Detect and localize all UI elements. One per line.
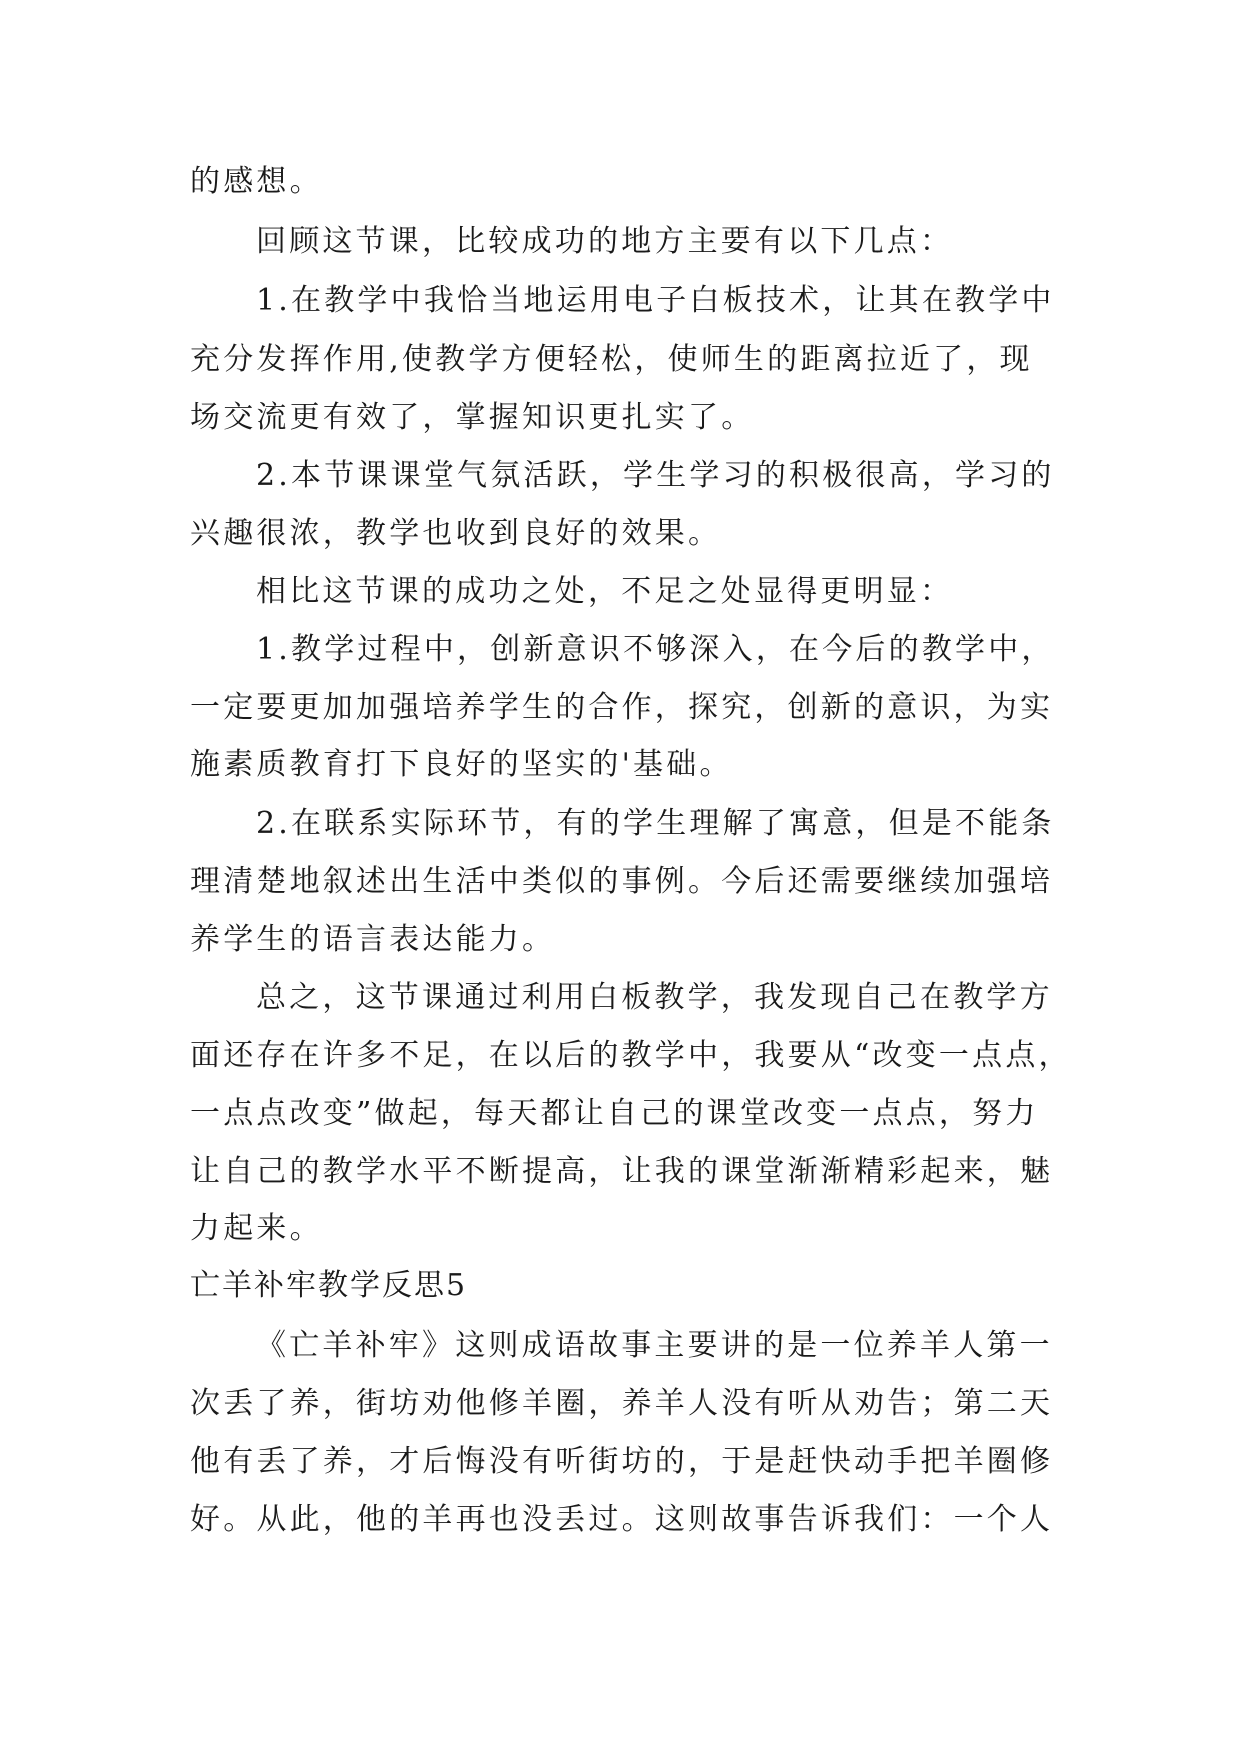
text-line: 兴趣很浓，教学也收到良好的效果。 <box>190 516 722 551</box>
text-line: 施素质教育打下良好的坚实的'基础。 <box>190 747 733 782</box>
text-line: 2.在联系实际环节，有的学生理解了寓意，但是不能条 <box>256 806 1055 841</box>
text-line: 面还存在许多不足，在以后的教学中，我要从“改变一点点， <box>190 1038 1072 1073</box>
text-line: 回顾这节课，比较成功的地方主要有以下几点： <box>256 224 954 259</box>
text-line: 相比这节课的成功之处，不足之处显得更明显： <box>256 574 954 609</box>
text-line: 充分发挥作用,使教学方便轻松，使师生的距离拉近了，现 <box>190 342 1033 377</box>
text-line: 一定要更加加强培养学生的合作，探究，创新的意识，为实 <box>190 690 1054 725</box>
text-line: 他有丢了养，才后悔没有听街坊的，于是赶快动手把羊圈修 <box>190 1444 1054 1479</box>
text-line: 1.教学过程中，创新意识不够深入，在今后的教学中， <box>256 632 1055 667</box>
text-line: 养学生的语言表达能力。 <box>190 922 556 957</box>
text-line: 的感想。 <box>190 164 323 199</box>
text-line: 力起来。 <box>190 1211 323 1246</box>
text-line: 《亡羊补牢》这则成语故事主要讲的是一位养羊人第一 <box>256 1328 1053 1363</box>
text-line: 让自己的教学水平不断提高，让我的课堂渐渐精彩起来，魅 <box>190 1154 1054 1189</box>
text-line: 2.本节课课堂气氛活跃，学生学习的积极很高，学习的 <box>256 458 1055 493</box>
text-line: 1.在教学中我恰当地运用电子白板技术，让其在教学中 <box>256 283 1055 318</box>
text-line: 好。从此，他的羊再也没丢过。这则故事告诉我们：一个人 <box>190 1502 1054 1537</box>
text-line: 总之，这节课通过利用白板教学，我发现自己在教学方 <box>256 980 1053 1015</box>
section-heading: 亡羊补牢教学反思5 <box>190 1268 468 1303</box>
text-line: 理清楚地叙述出生活中类似的事例。今后还需要继续加强培 <box>190 864 1054 899</box>
text-line: 一点点改变”做起，每天都让自己的课堂改变一点点，努力 <box>190 1096 1039 1131</box>
text-line: 场交流更有效了，掌握知识更扎实了。 <box>190 400 755 435</box>
text-line: 次丢了养，街坊劝他修羊圈，养羊人没有听从劝告；第二天 <box>190 1386 1054 1421</box>
